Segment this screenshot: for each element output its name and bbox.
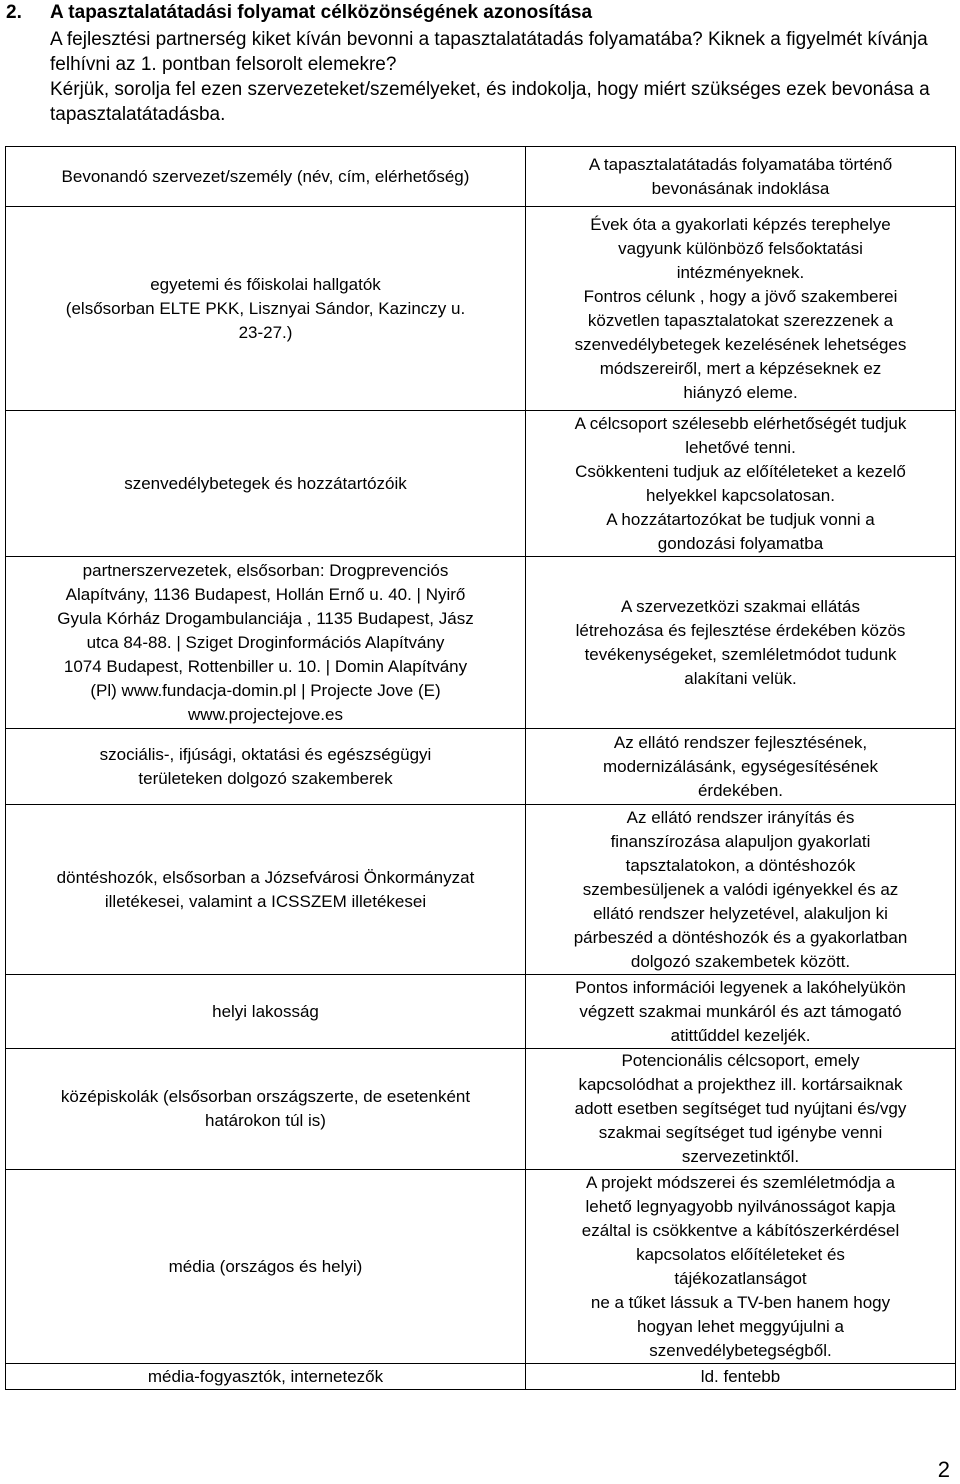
table-row — [6, 411, 956, 557]
table-row — [6, 1049, 956, 1170]
table-row — [6, 1364, 956, 1390]
cell-justification: A célcsoport szélesebb elérhetőségét tudjuk lehetővé tenni. Csökkenteni tudjuk az előítéleteket a kezelő helyekkel kapcsolatosan. A hozzátartozókat be tudjuk vonni a gondozási folyamatba — [526, 411, 956, 557]
cell-organization: egyetemi és főiskolai hallgatók (elsősorban ELTE PKK, Lisznyai Sándor, Kazinczy u. 23-27.) — [6, 207, 526, 411]
section-title: A tapasztalatátadási folyamat célközönségének azonosítása — [50, 2, 593, 23]
cell-organization: média-fogyasztók, internetezők — [6, 1364, 526, 1390]
table-row — [6, 207, 956, 411]
table-row — [6, 1170, 956, 1364]
page-number: 2 — [937, 1457, 950, 1482]
cell-justification: Évek óta a gyakorlati képzés terephelye vagyunk különböző felsőoktatási intézményeknek. Fontros célunk , hogy a jövő szakemberei közvetlen tapasztalatokat szerezzenek a szenvedélybetegek kezelésének lehetséges módszereiről, mert a képzéseknek ez hiányzó eleme. — [526, 207, 956, 411]
cell-justification: A szervezetközi szakmai ellátás létrehozása és fejlesztése érdekében közös tevékenységeket, szemléletmódot tudunk alakítani velük. — [526, 557, 956, 729]
audience-table — [5, 146, 956, 1390]
cell-organization: média (országos és helyi) — [6, 1170, 526, 1364]
section-number: 2. — [6, 2, 22, 23]
cell-organization: középiskolák (elsősorban országszerte, de esetenként határokon túl is) — [6, 1049, 526, 1170]
table-row — [6, 557, 956, 729]
table-header-row — [6, 147, 956, 207]
cell-organization: szociális-, ifjúsági, oktatási és egészségügyi területeken dolgozó szakemberek — [6, 729, 526, 805]
intro-paragraph: A fejlesztési partnerség kiket kíván bevonni a tapasztalatátadás folyamatába? Kiknek a figyelmét kívánja felhívni az 1. pontban felsorolt elemekre? Kérjük, sorolja fel ezen szervezeteket/személyeket, és indokolja, hogy miért szükséges ezek bevonása a tapasztalatátadásba. — [50, 29, 930, 125]
table-row — [6, 975, 956, 1049]
cell-justification: Az ellátó rendszer irányítás és finanszírozása alapuljon gyakorlati tapsztalatokon, a döntéshozók szembesüljenek a valódi igényekkel és az ellátó rendszer helyzetével, alakuljon ki párbeszéd a döntéshozók és a gyakorlatban dolgozó szakembetek között. — [526, 805, 956, 975]
cell-organization: partnerszervezetek, elsősorban: Drogprevenciós Alapítvány, 1136 Budapest, Hollán Ernő u. 40. | Nyirő Gyula Kórház Drogambulanciája , 1135 Budapest, Jász utca 84-88. | Sziget Droginformációs Alapítvány 1074 Budapest, Rottenbiller u. 10. | Domin Alapítvány (Pl) www.fundacja-domin.pl | Projecte Jove (E) www.projectejove.es — [6, 557, 526, 729]
cell-organization: helyi lakosság — [6, 975, 526, 1049]
cell-organization: döntéshozók, elsősorban a Józsefvárosi Önkormányzat illetékesei, valamint a ICSSZEM illetékesei — [6, 805, 526, 975]
cell-justification: Az ellátó rendszer fejlesztésének, modernizálásánk, egységesítésének érdekében. — [526, 729, 956, 805]
cell-organization: szenvedélybetegek és hozzátartózóik — [6, 411, 526, 557]
section-heading — [6, 0, 946, 25]
cell-justification: ld. fentebb — [526, 1364, 956, 1390]
cell-justification: Pontos információi legyenek a lakóhelyükön végzett szakmai munkáról és azt támogató atittűddel kezeljék. — [526, 975, 956, 1049]
cell-justification: Potencionális célcsoport, emely kapcsolódhat a projekthez ill. kortársaiknak adott esetben segítséget tud nyújtani és/vgy szakmai segítséget tud igénybe venni szervezetinktől. — [526, 1049, 956, 1170]
cell-justification: A projekt módszerei és szemléletmódja a lehető legnyagyobb nyilvánosságot kapja ezáltal is csökkentve a kábítószerkérdésel kapcsolatos előítéleteket és tájékozatlanságot ne a tűket lássuk a TV-ben hanem hogy hogyan lehet meggyújulni a szenvedélybetegségből. — [526, 1170, 956, 1364]
header-justification: A tapasztalatátadás folyamatába történő bevonásának indoklása — [526, 147, 956, 207]
header-organization: Bevonandó szervezet/személy (név, cím, elérhetőség) — [6, 147, 526, 207]
table-row — [6, 729, 956, 805]
table-row — [6, 805, 956, 975]
